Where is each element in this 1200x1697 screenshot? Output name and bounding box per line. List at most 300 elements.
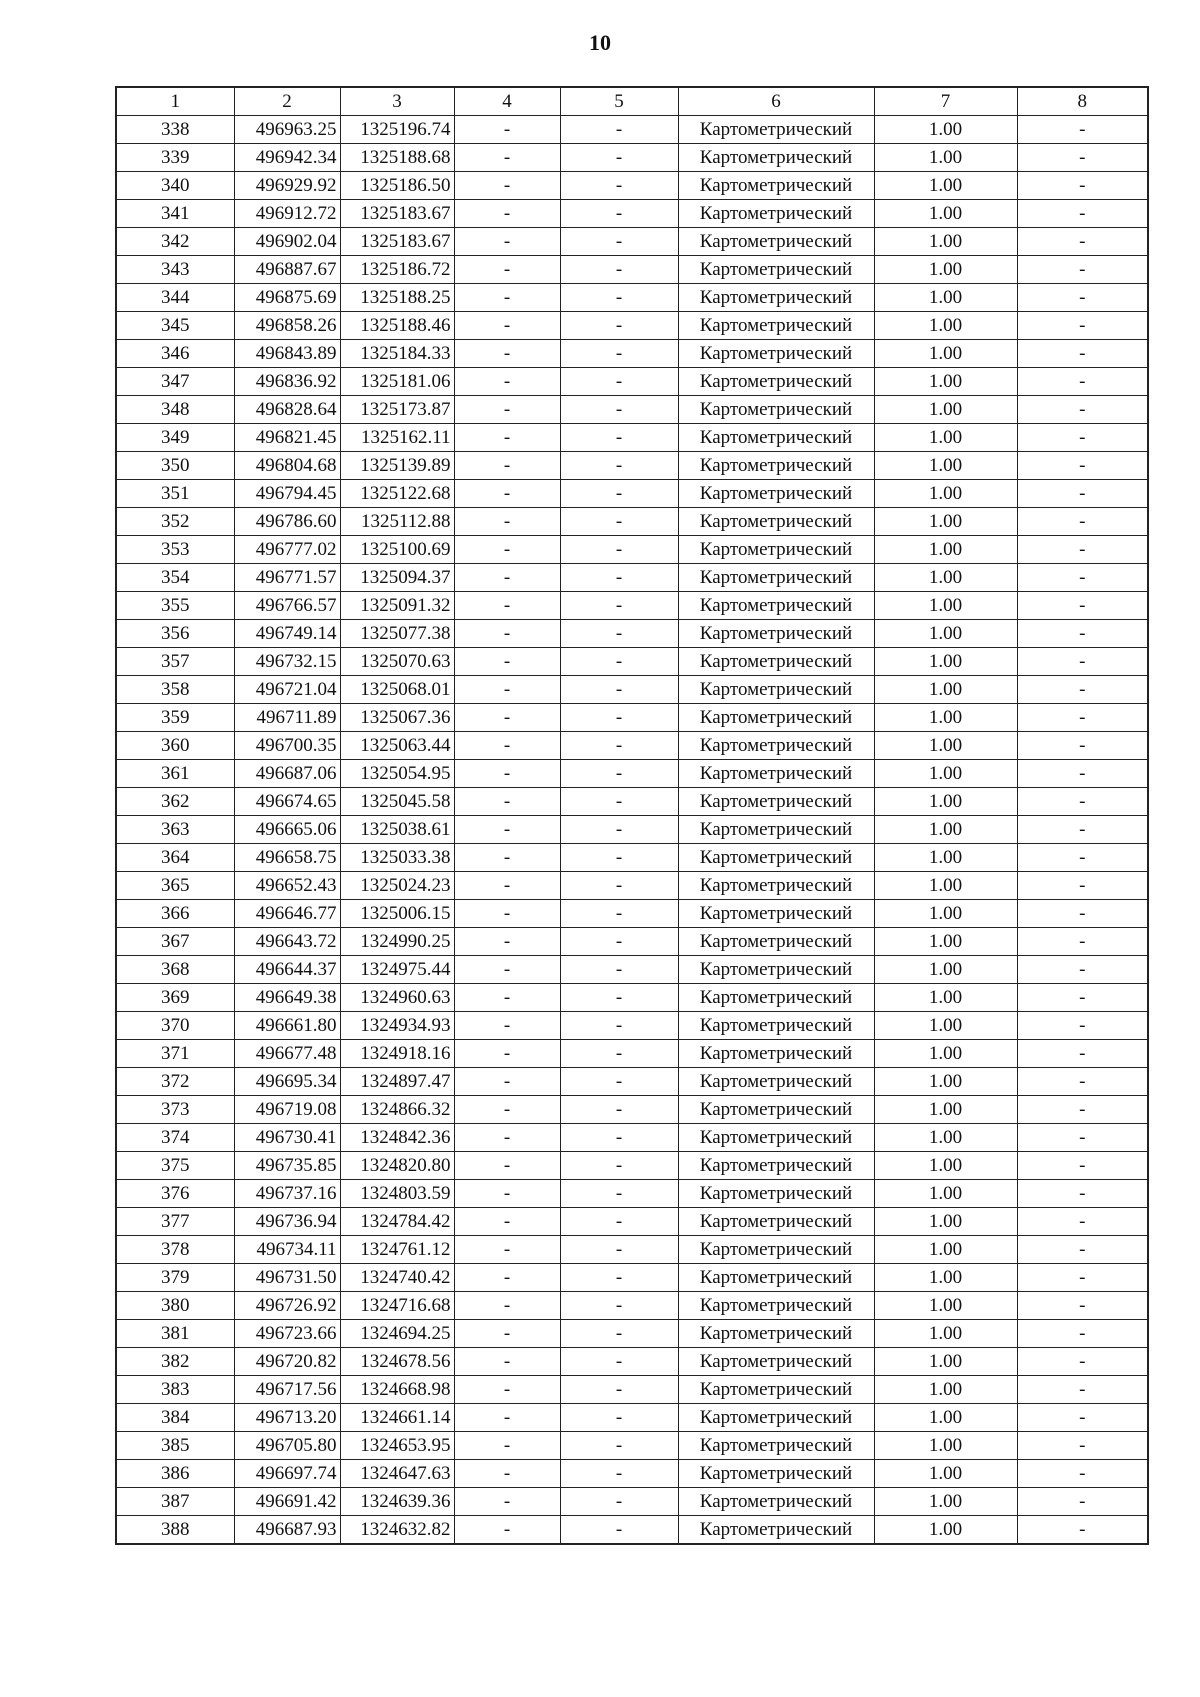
point-number-cell: 356 (116, 620, 234, 648)
column-8-cell: - (1017, 452, 1148, 480)
column-5-cell: - (560, 984, 678, 1012)
method-cell: Картометрический (678, 368, 874, 396)
accuracy-cell: 1.00 (874, 340, 1017, 368)
point-number-cell: 376 (116, 1180, 234, 1208)
coordinates-table (115, 86, 1149, 1545)
table-row (116, 1516, 1148, 1545)
y-coordinate-cell: 1325183.67 (340, 228, 454, 256)
x-coordinate-cell: 496700.35 (234, 732, 340, 760)
table-row (116, 424, 1148, 452)
point-number-cell: 339 (116, 144, 234, 172)
table-row (116, 900, 1148, 928)
column-5-cell: - (560, 1012, 678, 1040)
table-row (116, 928, 1148, 956)
column-4-cell: - (454, 900, 560, 928)
x-coordinate-cell: 496828.64 (234, 396, 340, 424)
header-cell-8: 8 (1017, 87, 1148, 116)
column-8-cell: - (1017, 1320, 1148, 1348)
accuracy-cell: 1.00 (874, 508, 1017, 536)
column-5-cell: - (560, 704, 678, 732)
column-8-cell: - (1017, 1068, 1148, 1096)
x-coordinate-cell: 496731.50 (234, 1264, 340, 1292)
x-coordinate-cell: 496691.42 (234, 1488, 340, 1516)
table-row (116, 172, 1148, 200)
y-coordinate-cell: 1324716.68 (340, 1292, 454, 1320)
x-coordinate-cell: 496730.41 (234, 1124, 340, 1152)
method-cell: Картометрический (678, 984, 874, 1012)
column-5-cell: - (560, 844, 678, 872)
method-cell: Картометрический (678, 200, 874, 228)
point-number-cell: 369 (116, 984, 234, 1012)
table-row (116, 564, 1148, 592)
column-5-cell: - (560, 1068, 678, 1096)
accuracy-cell: 1.00 (874, 676, 1017, 704)
x-coordinate-cell: 496794.45 (234, 480, 340, 508)
y-coordinate-cell: 1325033.38 (340, 844, 454, 872)
column-4-cell: - (454, 1516, 560, 1545)
y-coordinate-cell: 1324639.36 (340, 1488, 454, 1516)
point-number-cell: 359 (116, 704, 234, 732)
method-cell: Картометрический (678, 1404, 874, 1432)
accuracy-cell: 1.00 (874, 424, 1017, 452)
column-8-cell: - (1017, 984, 1148, 1012)
x-coordinate-cell: 496821.45 (234, 424, 340, 452)
column-8-cell: - (1017, 844, 1148, 872)
x-coordinate-cell: 496721.04 (234, 676, 340, 704)
column-5-cell: - (560, 1516, 678, 1545)
column-4-cell: - (454, 704, 560, 732)
y-coordinate-cell: 1324918.16 (340, 1040, 454, 1068)
accuracy-cell: 1.00 (874, 1460, 1017, 1488)
table-row (116, 844, 1148, 872)
point-number-cell: 341 (116, 200, 234, 228)
y-coordinate-cell: 1325112.88 (340, 508, 454, 536)
table-row (116, 452, 1148, 480)
point-number-cell: 361 (116, 760, 234, 788)
column-5-cell: - (560, 1124, 678, 1152)
point-number-cell: 382 (116, 1348, 234, 1376)
x-coordinate-cell: 496749.14 (234, 620, 340, 648)
y-coordinate-cell: 1324866.32 (340, 1096, 454, 1124)
column-4-cell: - (454, 1432, 560, 1460)
method-cell: Картометрический (678, 704, 874, 732)
accuracy-cell: 1.00 (874, 900, 1017, 928)
table-row (116, 312, 1148, 340)
method-cell: Картометрический (678, 592, 874, 620)
accuracy-cell: 1.00 (874, 1012, 1017, 1040)
x-coordinate-cell: 496719.08 (234, 1096, 340, 1124)
table-row (116, 144, 1148, 172)
point-number-cell: 384 (116, 1404, 234, 1432)
column-8-cell: - (1017, 1124, 1148, 1152)
accuracy-cell: 1.00 (874, 844, 1017, 872)
table-row (116, 1488, 1148, 1516)
accuracy-cell: 1.00 (874, 732, 1017, 760)
accuracy-cell: 1.00 (874, 452, 1017, 480)
column-5-cell: - (560, 1320, 678, 1348)
column-5-cell: - (560, 1264, 678, 1292)
accuracy-cell: 1.00 (874, 1040, 1017, 1068)
table-row (116, 1124, 1148, 1152)
point-number-cell: 345 (116, 312, 234, 340)
column-5-cell: - (560, 312, 678, 340)
column-8-cell: - (1017, 1180, 1148, 1208)
accuracy-cell: 1.00 (874, 480, 1017, 508)
column-4-cell: - (454, 480, 560, 508)
table-row (116, 956, 1148, 984)
x-coordinate-cell: 496649.38 (234, 984, 340, 1012)
table-row (116, 1432, 1148, 1460)
column-5-cell: - (560, 732, 678, 760)
y-coordinate-cell: 1325054.95 (340, 760, 454, 788)
method-cell: Картометрический (678, 760, 874, 788)
accuracy-cell: 1.00 (874, 956, 1017, 984)
column-4-cell: - (454, 760, 560, 788)
x-coordinate-cell: 496942.34 (234, 144, 340, 172)
point-number-cell: 346 (116, 340, 234, 368)
method-cell: Картометрический (678, 452, 874, 480)
accuracy-cell: 1.00 (874, 1488, 1017, 1516)
accuracy-cell: 1.00 (874, 816, 1017, 844)
column-8-cell: - (1017, 816, 1148, 844)
accuracy-cell: 1.00 (874, 1516, 1017, 1545)
column-4-cell: - (454, 732, 560, 760)
point-number-cell: 375 (116, 1152, 234, 1180)
accuracy-cell: 1.00 (874, 1124, 1017, 1152)
point-number-cell: 351 (116, 480, 234, 508)
accuracy-cell: 1.00 (874, 312, 1017, 340)
header-row (116, 87, 1148, 116)
table-row (116, 872, 1148, 900)
column-4-cell: - (454, 172, 560, 200)
column-8-cell: - (1017, 760, 1148, 788)
column-5-cell: - (560, 368, 678, 396)
method-cell: Картометрический (678, 1432, 874, 1460)
column-5-cell: - (560, 536, 678, 564)
column-8-cell: - (1017, 872, 1148, 900)
method-cell: Картометрический (678, 144, 874, 172)
y-coordinate-cell: 1325100.69 (340, 536, 454, 564)
table-row (116, 1264, 1148, 1292)
column-8-cell: - (1017, 1376, 1148, 1404)
column-8-cell: - (1017, 676, 1148, 704)
column-8-cell: - (1017, 1040, 1148, 1068)
x-coordinate-cell: 496717.56 (234, 1376, 340, 1404)
column-8-cell: - (1017, 620, 1148, 648)
accuracy-cell: 1.00 (874, 228, 1017, 256)
y-coordinate-cell: 1324975.44 (340, 956, 454, 984)
table-row (116, 704, 1148, 732)
column-5-cell: - (560, 676, 678, 704)
column-5-cell: - (560, 1040, 678, 1068)
table-row (116, 676, 1148, 704)
point-number-cell: 388 (116, 1516, 234, 1545)
method-cell: Картометрический (678, 1264, 874, 1292)
table-row (116, 620, 1148, 648)
header-cell-2: 2 (234, 87, 340, 116)
method-cell: Картометрический (678, 1488, 874, 1516)
column-5-cell: - (560, 1180, 678, 1208)
column-4-cell: - (454, 1376, 560, 1404)
column-8-cell: - (1017, 900, 1148, 928)
column-4-cell: - (454, 200, 560, 228)
header-cell-4: 4 (454, 87, 560, 116)
point-number-cell: 350 (116, 452, 234, 480)
column-8-cell: - (1017, 788, 1148, 816)
point-number-cell: 374 (116, 1124, 234, 1152)
header-cell-5: 5 (560, 87, 678, 116)
header-cell-3: 3 (340, 87, 454, 116)
x-coordinate-cell: 496711.89 (234, 704, 340, 732)
column-8-cell: - (1017, 536, 1148, 564)
column-4-cell: - (454, 1236, 560, 1264)
method-cell: Картометрический (678, 1516, 874, 1545)
column-4-cell: - (454, 340, 560, 368)
column-8-cell: - (1017, 732, 1148, 760)
column-4-cell: - (454, 1096, 560, 1124)
point-number-cell: 381 (116, 1320, 234, 1348)
column-5-cell: - (560, 200, 678, 228)
column-4-cell: - (454, 424, 560, 452)
accuracy-cell: 1.00 (874, 1292, 1017, 1320)
point-number-cell: 343 (116, 256, 234, 284)
point-number-cell: 348 (116, 396, 234, 424)
method-cell: Картометрический (678, 340, 874, 368)
column-4-cell: - (454, 312, 560, 340)
column-4-cell: - (454, 1180, 560, 1208)
column-5-cell: - (560, 1236, 678, 1264)
column-8-cell: - (1017, 1208, 1148, 1236)
column-5-cell: - (560, 1488, 678, 1516)
x-coordinate-cell: 496697.74 (234, 1460, 340, 1488)
x-coordinate-cell: 496875.69 (234, 284, 340, 312)
x-coordinate-cell: 496687.93 (234, 1516, 340, 1545)
column-8-cell: - (1017, 1488, 1148, 1516)
point-number-cell: 352 (116, 508, 234, 536)
column-4-cell: - (454, 1208, 560, 1236)
accuracy-cell: 1.00 (874, 284, 1017, 312)
column-8-cell: - (1017, 256, 1148, 284)
method-cell: Картометрический (678, 396, 874, 424)
y-coordinate-cell: 1325173.87 (340, 396, 454, 424)
column-5-cell: - (560, 1348, 678, 1376)
point-number-cell: 378 (116, 1236, 234, 1264)
method-cell: Картометрический (678, 228, 874, 256)
x-coordinate-cell: 496674.65 (234, 788, 340, 816)
column-4-cell: - (454, 1124, 560, 1152)
method-cell: Картометрический (678, 788, 874, 816)
header-cell-6: 6 (678, 87, 874, 116)
accuracy-cell: 1.00 (874, 648, 1017, 676)
accuracy-cell: 1.00 (874, 1180, 1017, 1208)
x-coordinate-cell: 496887.67 (234, 256, 340, 284)
table-row (116, 256, 1148, 284)
accuracy-cell: 1.00 (874, 1152, 1017, 1180)
x-coordinate-cell: 496843.89 (234, 340, 340, 368)
x-coordinate-cell: 496734.11 (234, 1236, 340, 1264)
column-5-cell: - (560, 1404, 678, 1432)
y-coordinate-cell: 1324761.12 (340, 1236, 454, 1264)
column-8-cell: - (1017, 704, 1148, 732)
y-coordinate-cell: 1324842.36 (340, 1124, 454, 1152)
accuracy-cell: 1.00 (874, 1096, 1017, 1124)
column-8-cell: - (1017, 340, 1148, 368)
method-cell: Картометрический (678, 536, 874, 564)
page-number: 10 (589, 30, 611, 55)
table-row (116, 340, 1148, 368)
column-4-cell: - (454, 1320, 560, 1348)
column-4-cell: - (454, 1068, 560, 1096)
method-cell: Картометрический (678, 564, 874, 592)
point-number-cell: 362 (116, 788, 234, 816)
accuracy-cell: 1.00 (874, 592, 1017, 620)
x-coordinate-cell: 496912.72 (234, 200, 340, 228)
column-8-cell: - (1017, 1012, 1148, 1040)
column-4-cell: - (454, 872, 560, 900)
method-cell: Картометрический (678, 1376, 874, 1404)
accuracy-cell: 1.00 (874, 984, 1017, 1012)
x-coordinate-cell: 496737.16 (234, 1180, 340, 1208)
x-coordinate-cell: 496646.77 (234, 900, 340, 928)
column-4-cell: - (454, 508, 560, 536)
table-row (116, 984, 1148, 1012)
header-cell-7: 7 (874, 87, 1017, 116)
point-number-cell: 370 (116, 1012, 234, 1040)
column-4-cell: - (454, 452, 560, 480)
x-coordinate-cell: 496902.04 (234, 228, 340, 256)
point-number-cell: 355 (116, 592, 234, 620)
y-coordinate-cell: 1325181.06 (340, 368, 454, 396)
column-8-cell: - (1017, 928, 1148, 956)
y-coordinate-cell: 1324668.98 (340, 1376, 454, 1404)
method-cell: Картометрический (678, 1320, 874, 1348)
method-cell: Картометрический (678, 1236, 874, 1264)
method-cell: Картометрический (678, 312, 874, 340)
accuracy-cell: 1.00 (874, 536, 1017, 564)
accuracy-cell: 1.00 (874, 1068, 1017, 1096)
y-coordinate-cell: 1325186.50 (340, 172, 454, 200)
column-8-cell: - (1017, 480, 1148, 508)
table-row (116, 1068, 1148, 1096)
y-coordinate-cell: 1325188.46 (340, 312, 454, 340)
method-cell: Картометрический (678, 1068, 874, 1096)
method-cell: Картометрический (678, 284, 874, 312)
accuracy-cell: 1.00 (874, 396, 1017, 424)
table-row (116, 1208, 1148, 1236)
x-coordinate-cell: 496726.92 (234, 1292, 340, 1320)
column-4-cell: - (454, 256, 560, 284)
point-number-cell: 342 (116, 228, 234, 256)
column-8-cell: - (1017, 1096, 1148, 1124)
column-5-cell: - (560, 340, 678, 368)
method-cell: Картометрический (678, 1124, 874, 1152)
column-5-cell: - (560, 144, 678, 172)
method-cell: Картометрический (678, 1348, 874, 1376)
column-5-cell: - (560, 872, 678, 900)
x-coordinate-cell: 496929.92 (234, 172, 340, 200)
table-row (116, 536, 1148, 564)
x-coordinate-cell: 496677.48 (234, 1040, 340, 1068)
point-number-cell: 366 (116, 900, 234, 928)
table-row (116, 228, 1148, 256)
column-8-cell: - (1017, 1292, 1148, 1320)
table-row (116, 1152, 1148, 1180)
y-coordinate-cell: 1325070.63 (340, 648, 454, 676)
table-row (116, 396, 1148, 424)
column-4-cell: - (454, 928, 560, 956)
table-row (116, 1460, 1148, 1488)
x-coordinate-cell: 496665.06 (234, 816, 340, 844)
column-5-cell: - (560, 592, 678, 620)
table-row (116, 788, 1148, 816)
y-coordinate-cell: 1325045.58 (340, 788, 454, 816)
table-row (116, 1348, 1148, 1376)
column-5-cell: - (560, 1376, 678, 1404)
column-4-cell: - (454, 676, 560, 704)
column-8-cell: - (1017, 1404, 1148, 1432)
column-8-cell: - (1017, 1432, 1148, 1460)
y-coordinate-cell: 1324934.93 (340, 1012, 454, 1040)
column-8-cell: - (1017, 592, 1148, 620)
table-row (116, 116, 1148, 144)
accuracy-cell: 1.00 (874, 928, 1017, 956)
column-4-cell: - (454, 1292, 560, 1320)
column-5-cell: - (560, 648, 678, 676)
method-cell: Картометрический (678, 1040, 874, 1068)
column-4-cell: - (454, 984, 560, 1012)
accuracy-cell: 1.00 (874, 564, 1017, 592)
x-coordinate-cell: 496804.68 (234, 452, 340, 480)
table-row (116, 1292, 1148, 1320)
y-coordinate-cell: 1324653.95 (340, 1432, 454, 1460)
column-4-cell: - (454, 1404, 560, 1432)
column-5-cell: - (560, 284, 678, 312)
y-coordinate-cell: 1324960.63 (340, 984, 454, 1012)
column-4-cell: - (454, 620, 560, 648)
column-4-cell: - (454, 1488, 560, 1516)
table-row (116, 1376, 1148, 1404)
column-4-cell: - (454, 536, 560, 564)
point-number-cell: 377 (116, 1208, 234, 1236)
y-coordinate-cell: 1325063.44 (340, 732, 454, 760)
y-coordinate-cell: 1325094.37 (340, 564, 454, 592)
column-8-cell: - (1017, 1236, 1148, 1264)
column-5-cell: - (560, 480, 678, 508)
accuracy-cell: 1.00 (874, 760, 1017, 788)
y-coordinate-cell: 1325186.72 (340, 256, 454, 284)
x-coordinate-cell: 496963.25 (234, 116, 340, 144)
column-5-cell: - (560, 424, 678, 452)
x-coordinate-cell: 496713.20 (234, 1404, 340, 1432)
method-cell: Картометрический (678, 844, 874, 872)
point-number-cell: 349 (116, 424, 234, 452)
y-coordinate-cell: 1324803.59 (340, 1180, 454, 1208)
x-coordinate-cell: 496777.02 (234, 536, 340, 564)
point-number-cell: 354 (116, 564, 234, 592)
x-coordinate-cell: 496652.43 (234, 872, 340, 900)
column-5-cell: - (560, 760, 678, 788)
point-number-cell: 365 (116, 872, 234, 900)
column-4-cell: - (454, 956, 560, 984)
point-number-cell: 385 (116, 1432, 234, 1460)
accuracy-cell: 1.00 (874, 172, 1017, 200)
method-cell: Картометрический (678, 172, 874, 200)
method-cell: Картометрический (678, 816, 874, 844)
column-4-cell: - (454, 844, 560, 872)
column-4-cell: - (454, 1264, 560, 1292)
x-coordinate-cell: 496643.72 (234, 928, 340, 956)
y-coordinate-cell: 1324661.14 (340, 1404, 454, 1432)
